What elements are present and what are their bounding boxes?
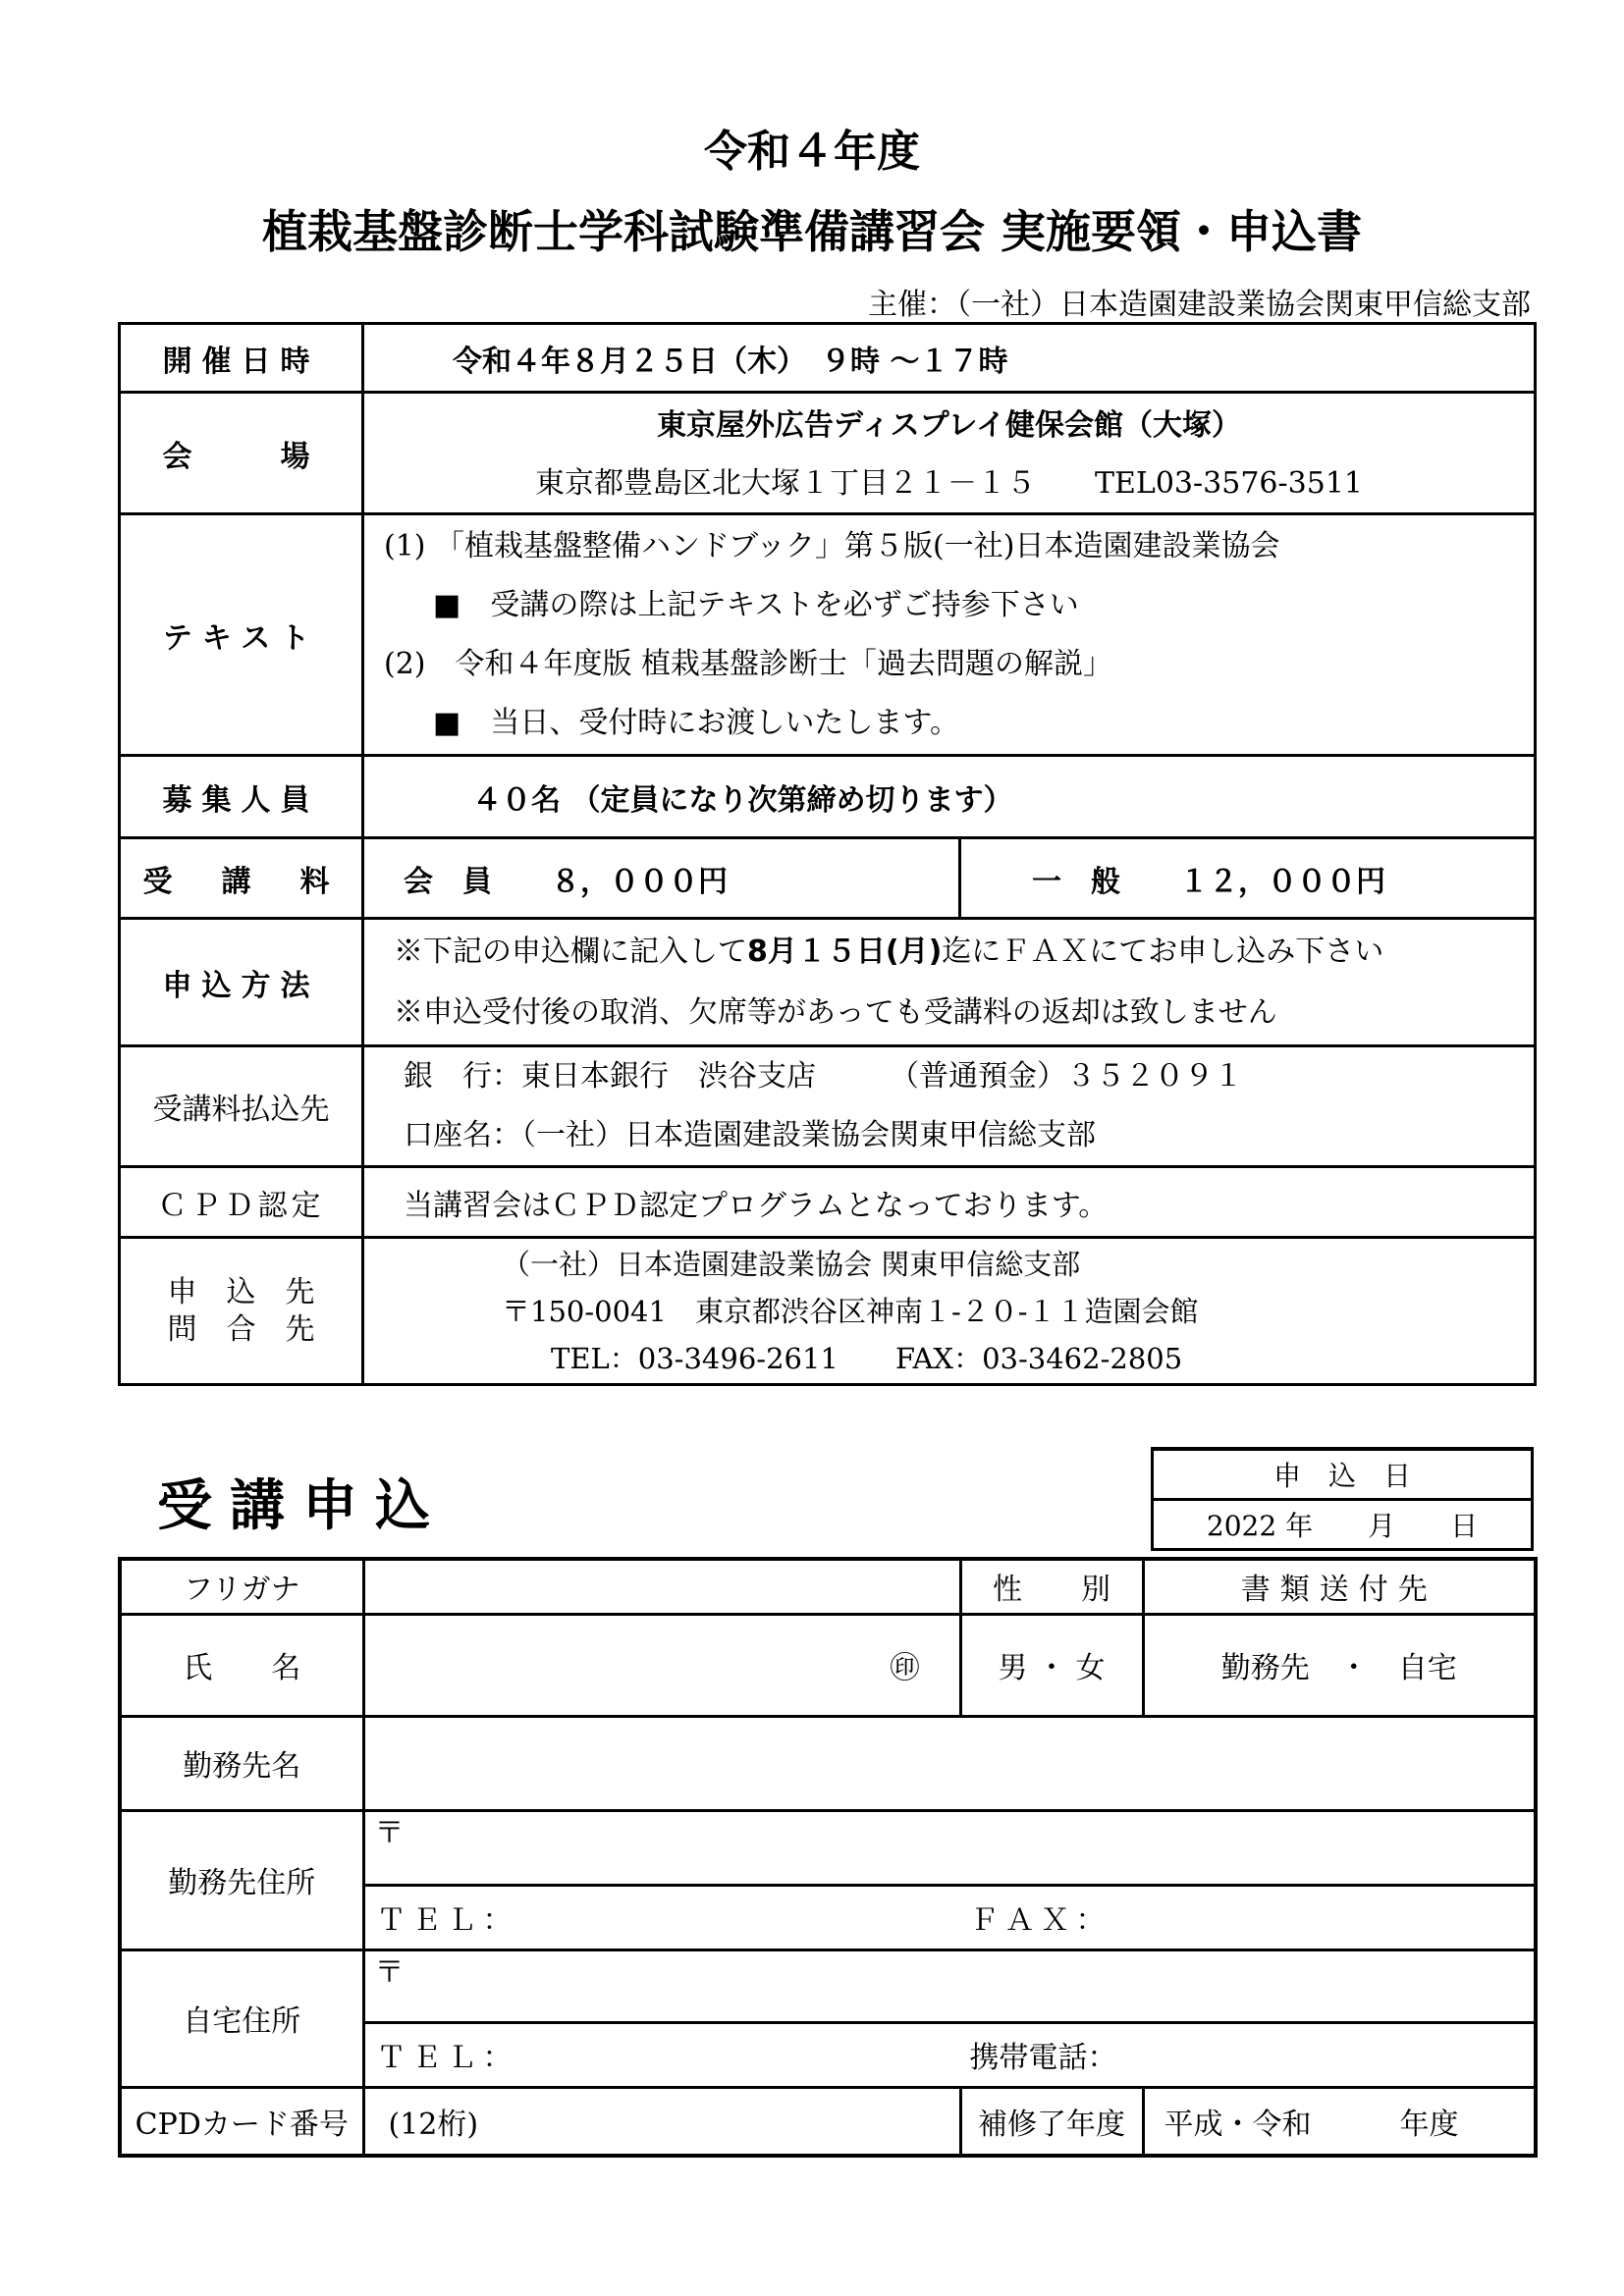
contact-tel: TEL：03-3496-2611 FAX：03-3462-2805 [551,1341,1183,1375]
send-to-choice[interactable]: 勤務先 ・ 自宅 [1143,1614,1536,1716]
home-tel-field[interactable]: ＴＥＬ： [376,2041,518,2075]
venue-name: 東京屋外広告ディスプレイ健保会館（大塚） [657,407,1241,443]
application-form [118,1557,1538,2158]
cpd-card-label: CPDカード番号 [120,2087,363,2156]
capacity-label: 募集人員 [120,756,363,838]
name-label: 氏 名 [120,1614,363,1716]
work-tel-field[interactable]: ＴＥＬ： [376,1903,518,1938]
cpd-label: ＣＰＤ認定 [120,1167,363,1238]
furigana-label: フリガナ [120,1559,363,1614]
venue-label: 会 場 [120,393,363,514]
date-label: 開催日時 [120,324,363,393]
method-line-1-post: 迄にＦＡＸにてお申し込み下さい [942,934,1384,969]
work-address-field[interactable] [363,1810,1536,1885]
text-line-3: (2) 令和４年度版 植栽基盤診断士「過去問題の解説」 [384,646,1113,681]
fee-label: 受 講 料 [120,838,363,919]
method-line-1 [364,922,1534,983]
text-line-1: (1) 「植栽基盤整備ハンドブック」第５版(一社)日本造園建設業協会 [384,528,1280,563]
fee-member: 会 員 ８，０００円 [363,838,960,919]
payment-label: 受講料払込先 [120,1046,363,1167]
home-postal-mark: 〒 [374,1954,405,1990]
gender-label: 性 別 [960,1559,1143,1614]
venue-address: 東京都豊島区北大塚１丁目２１－１５ TEL03-3576-3511 [535,465,1363,501]
contact-org: （一社）日本造園建設業協会 関東甲信総支部 [502,1247,1081,1281]
cpd-value: 当講習会はＣＰＤ認定プログラムとなっております。 [363,1167,1536,1238]
contact-label-apply: 申 込 先 [167,1274,315,1309]
cpd-card-field[interactable]: (12桁) [363,2087,960,2156]
work-fax-field[interactable]: ＦＡＸ： [969,1903,1111,1938]
application-heading: 受講申込 [157,1474,448,1538]
capacity-value: ４０名 （定員になり次第締め切ります） [363,756,1536,838]
text-line-4: ■ 当日、受付時にお渡しいたします。 [433,705,959,740]
home-address-field[interactable] [363,1949,1536,2022]
payment-bank: 銀 行：東日本銀行 渋谷支店 （普通預金）３５２０９１ [404,1059,1243,1094]
company-field[interactable] [363,1716,1536,1810]
application-date-box [1151,1447,1534,1551]
send-to-label: 書類送付先 [1143,1559,1536,1614]
gender-choice[interactable]: 男 ・ 女 [960,1614,1143,1716]
furigana-field[interactable] [363,1559,960,1614]
date-value: 令和４年８月２５日（木） ９時 ～１７時 [363,324,1536,393]
title-year: 令和４年度 [704,127,920,177]
payment-account: 口座名：（一社）日本造園建設業協会関東甲信総支部 [404,1118,1096,1152]
renewal-label: 補修了年度 [960,2087,1143,2156]
info-table [118,322,1537,1386]
page-title: 植栽基盤診断士学科試験準備講習会 実施要領・申込書 [261,205,1362,258]
application-date-label: 申 込 日 [1153,1449,1533,1500]
work-phone-row [363,1885,1536,1949]
work-postal-mark: 〒 [374,1815,405,1850]
home-phone-row [363,2022,1536,2087]
company-label: 勤務先名 [120,1716,363,1810]
mobile-field[interactable]: 携帯電話： [969,2041,1117,2075]
home-address-label: 自宅住所 [120,1949,363,2087]
renewal-field[interactable]: 平成・令和 年度 [1143,2087,1536,2156]
name-field[interactable] [363,1614,960,1716]
method-deadline: 8月１５日(月) [747,934,943,969]
fee-general: 一 般 １２，０００円 [960,838,1536,919]
contact-address: 〒150-0041 東京都渋谷区神南１-２０-１１造園会館 [502,1294,1199,1328]
seal-mark: ㊞ [890,1651,920,1685]
work-address-label: 勤務先住所 [120,1810,363,1949]
method-label: 申込方法 [120,919,363,1046]
organizer: 主催：（一社）日本造園建設業協会関東甲信総支部 [868,288,1531,322]
method-line-2: ※申込受付後の取消、欠席等があっても受講料の返却は致しません [394,994,1277,1030]
text-label: テキスト [120,514,363,756]
contact-label-inquiry: 問 合 先 [167,1311,315,1347]
application-date-field[interactable]: 2022 年 月 日 [1153,1500,1533,1550]
text-line-2: ■ 受講の際は上記テキストを必ずご持参下さい [433,587,1079,622]
method-line-1-pre: ※下記の申込欄に記入して [394,934,747,969]
contact-label [120,1238,363,1385]
